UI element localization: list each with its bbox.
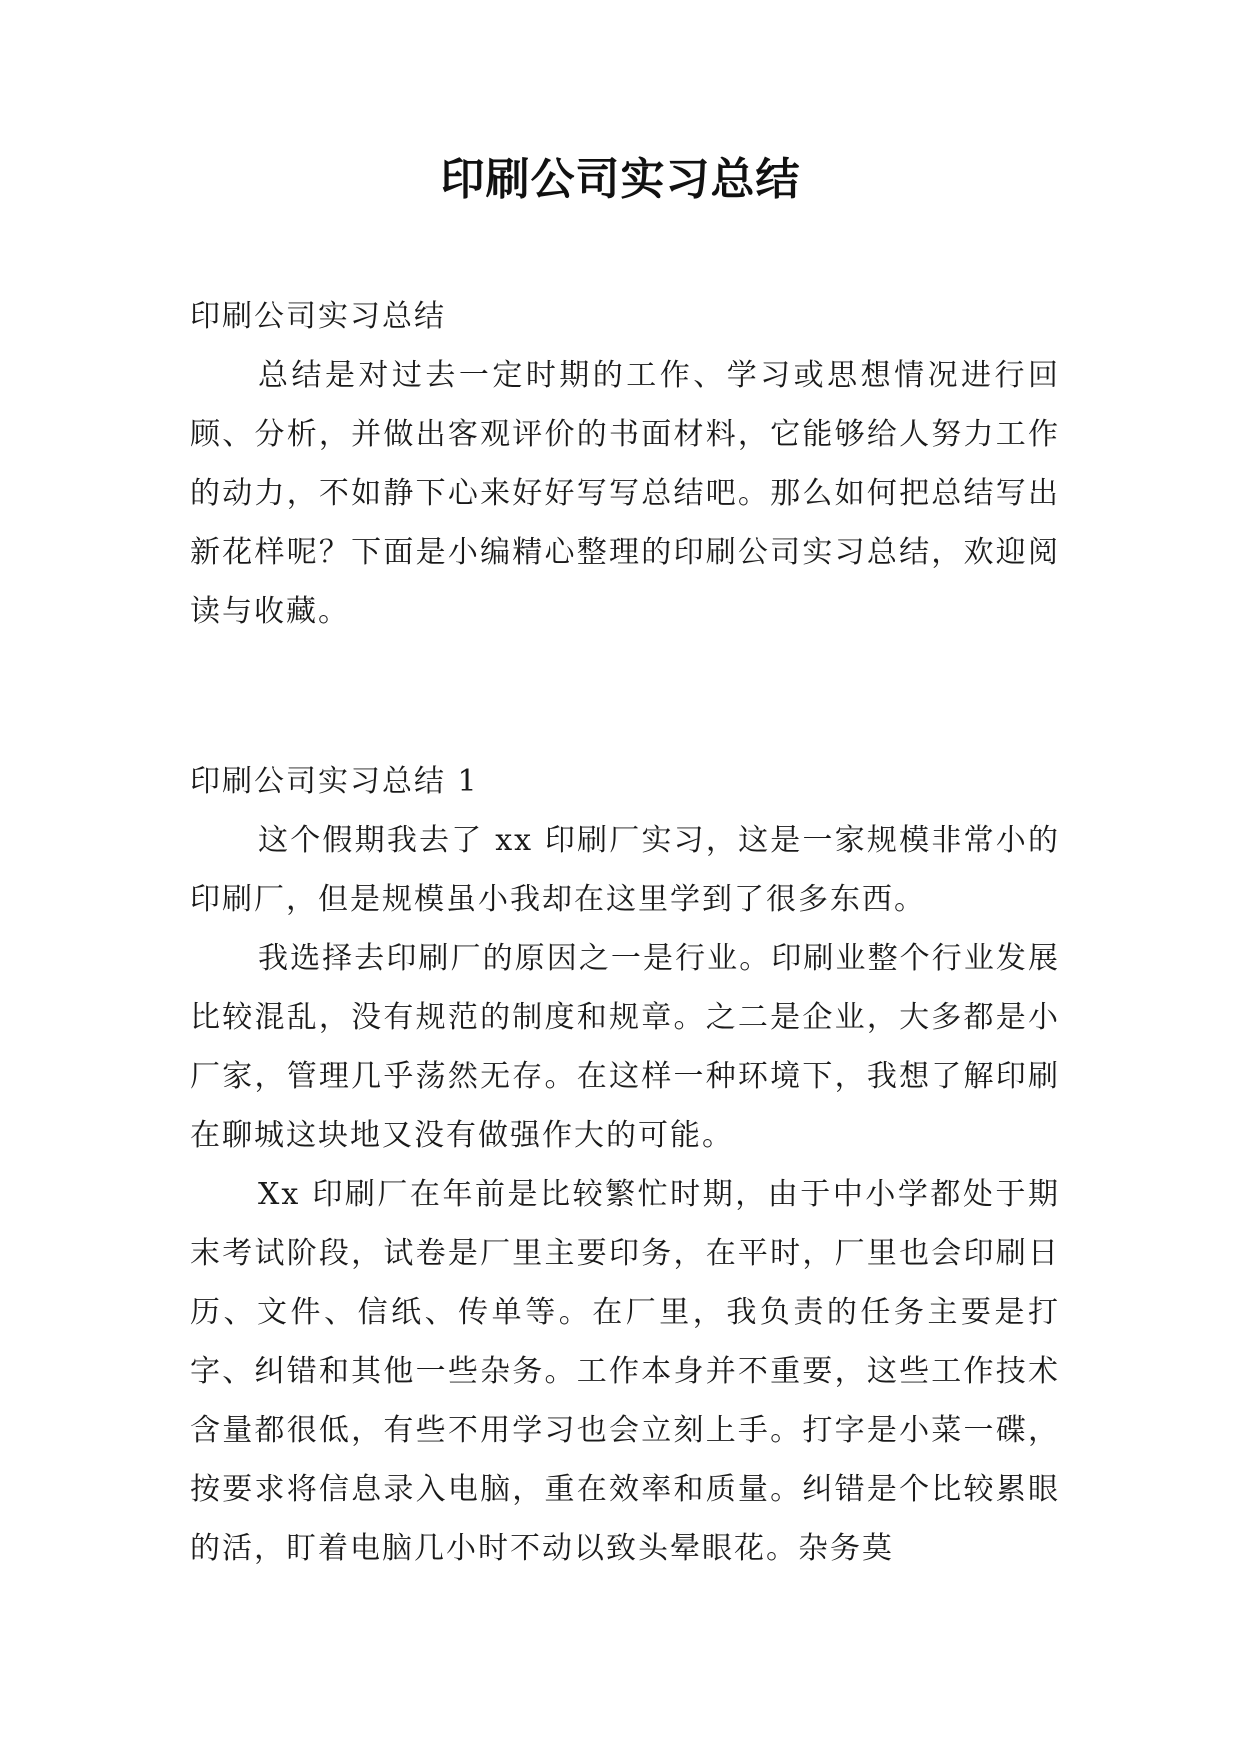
document-title: 印刷公司实习总结 [440, 154, 801, 205]
section-1-heading: 印刷公司实习总结 1 [190, 764, 479, 799]
intro-heading: 印刷公司实习总结 [190, 299, 446, 334]
section-1-block [190, 752, 1060, 1578]
intro-paragraph: 总结是对过去一定时期的工作、学习或思想情况进行回顾、分析，并做出客观评价的书面材料，它能够给人努力工作的动力，不如静下心来好好写写总结吧。那么如何把总结写出新花样呢？下面是小编精心整理的印刷公司实习总结，欢迎阅读与收藏。 [190, 358, 1060, 629]
section-1-paragraph-3: Xx 印刷厂在年前是比较繁忙时期，由于中小学都处于期末考试阶段，试卷是厂里主要印务，在平时，厂里也会印刷日历、文件、信纸、传单等。在厂里，我负责的任务主要是打字、纠错和其他一些杂务。工作本身并不重要，这些工作技术含量都很低，有些不用学习也会立刻上手。打字是小菜一碟，按要求将信息录入电脑，重在效率和质量。纠错是个比较累眼的活，盯着电脑几小时不动以致头晕眼花。杂务莫 [190, 1177, 1060, 1566]
section-1-paragraph-1: 这个假期我去了 xx 印刷厂实习，这是一家规模非常小的印刷厂，但是规模虽小我却在这里学到了很多东西。 [190, 823, 1060, 917]
section-1-paragraph-2: 我选择去印刷厂的原因之一是行业。印刷业整个行业发展比较混乱，没有规范的制度和规章。之二是企业，大多都是小厂家，管理几乎荡然无存。在这样一种环境下，我想了解印刷在聊城这块地又没有做强作大的可能。 [190, 941, 1060, 1153]
intro-block [190, 287, 1060, 641]
